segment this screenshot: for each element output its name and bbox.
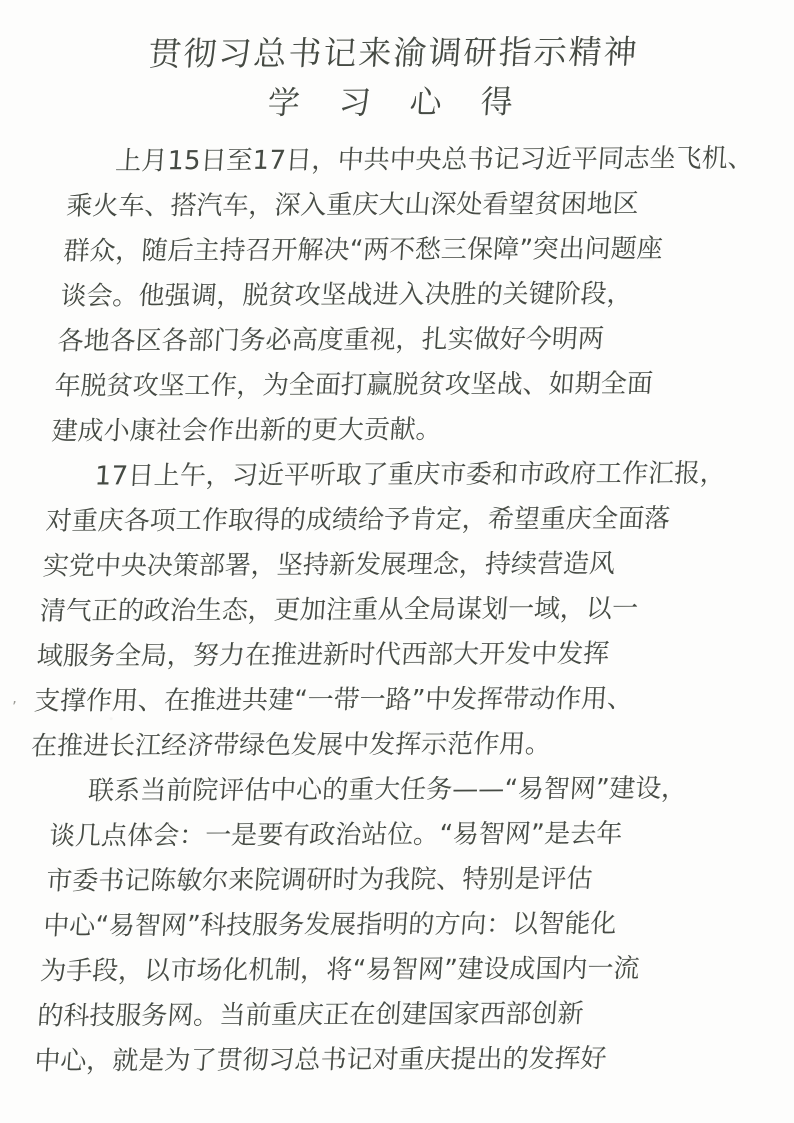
document-subtitle: 学 习 心 得 — [266, 82, 529, 123]
handwritten-line: 各地各区各部门务必高度重视，扎实做好今明两 — [56, 323, 605, 357]
handwritten-line: 在推进长江经济带绿色发展中发挥示范作用。 — [30, 729, 553, 762]
handwritten-line: 上月15日至17日，中共中央总书记习近平同志坐飞机、 — [114, 143, 755, 177]
handwritten-line: 谈几点体会：一是要有政治站位。“易智网”是去年 — [48, 818, 624, 852]
handwritten-line: 群众，随后主持召开解决“两不愁三保障”突出问题座 — [62, 233, 664, 267]
stray-ink-mark: ʼ — [12, 698, 17, 716]
handwritten-line: 17日上午，习近平听取了重庆市委和市政府工作汇报， — [93, 458, 728, 492]
handwritten-line: 市委书记陈敏尔来院调研时为我院、特别是评估 — [45, 863, 594, 897]
handwritten-line: 年脱贫攻坚工作，为全面打赢脱贫攻坚战、如期全面 — [53, 368, 654, 402]
paragraph — [9, 766, 714, 1084]
handwritten-line: 的科技服务网。当前重庆正在创建国家西部创新 — [36, 998, 585, 1032]
handwritten-line: 为手段，以市场化机制，将“易智网”建设成国内一流 — [39, 953, 641, 987]
paragraph — [50, 136, 755, 454]
handwritten-line: 乘火车、搭汽车，深入重庆大山深处看望贫困地区 — [65, 188, 640, 222]
handwritten-line: 支撑作用、在推进共建“一带一路”中发挥带动作用、 — [33, 683, 635, 717]
handwritten-line: 中心，就是为了贯彻习总书记对重庆提出的发挥好 — [33, 1043, 608, 1077]
handwritten-line: 中心“易智网”科技服务发展指明的方向：以智能化 — [42, 908, 618, 942]
handwritten-line: 实党中央决策部署，坚持新发展理念，持续营造风 — [41, 548, 617, 582]
handwritten-line: 域服务全局，努力在推进新时代西部大开发中发挥 — [35, 638, 611, 672]
handwritten-line: 清气正的政治生态，更加注重从全局谋划一域，以一 — [38, 593, 640, 627]
handwritten-line: 联系当前院评估中心的重大任务——“易智网”建设， — [87, 773, 689, 807]
document-title: 贯彻习总书记来渝调研指示精神 — [147, 32, 640, 74]
paragraph — [30, 451, 735, 769]
handwritten-line: 对重庆各项工作取得的成绩给予肯定，希望重庆全面落 — [44, 503, 672, 537]
handwritten-line: 建成小康社会作出新的更大贡献。 — [50, 414, 443, 447]
handwritten-line: 谈会。他强调，脱贫攻坚战进入决胜的关键阶段， — [59, 278, 634, 312]
document-body — [0, 136, 785, 1084]
